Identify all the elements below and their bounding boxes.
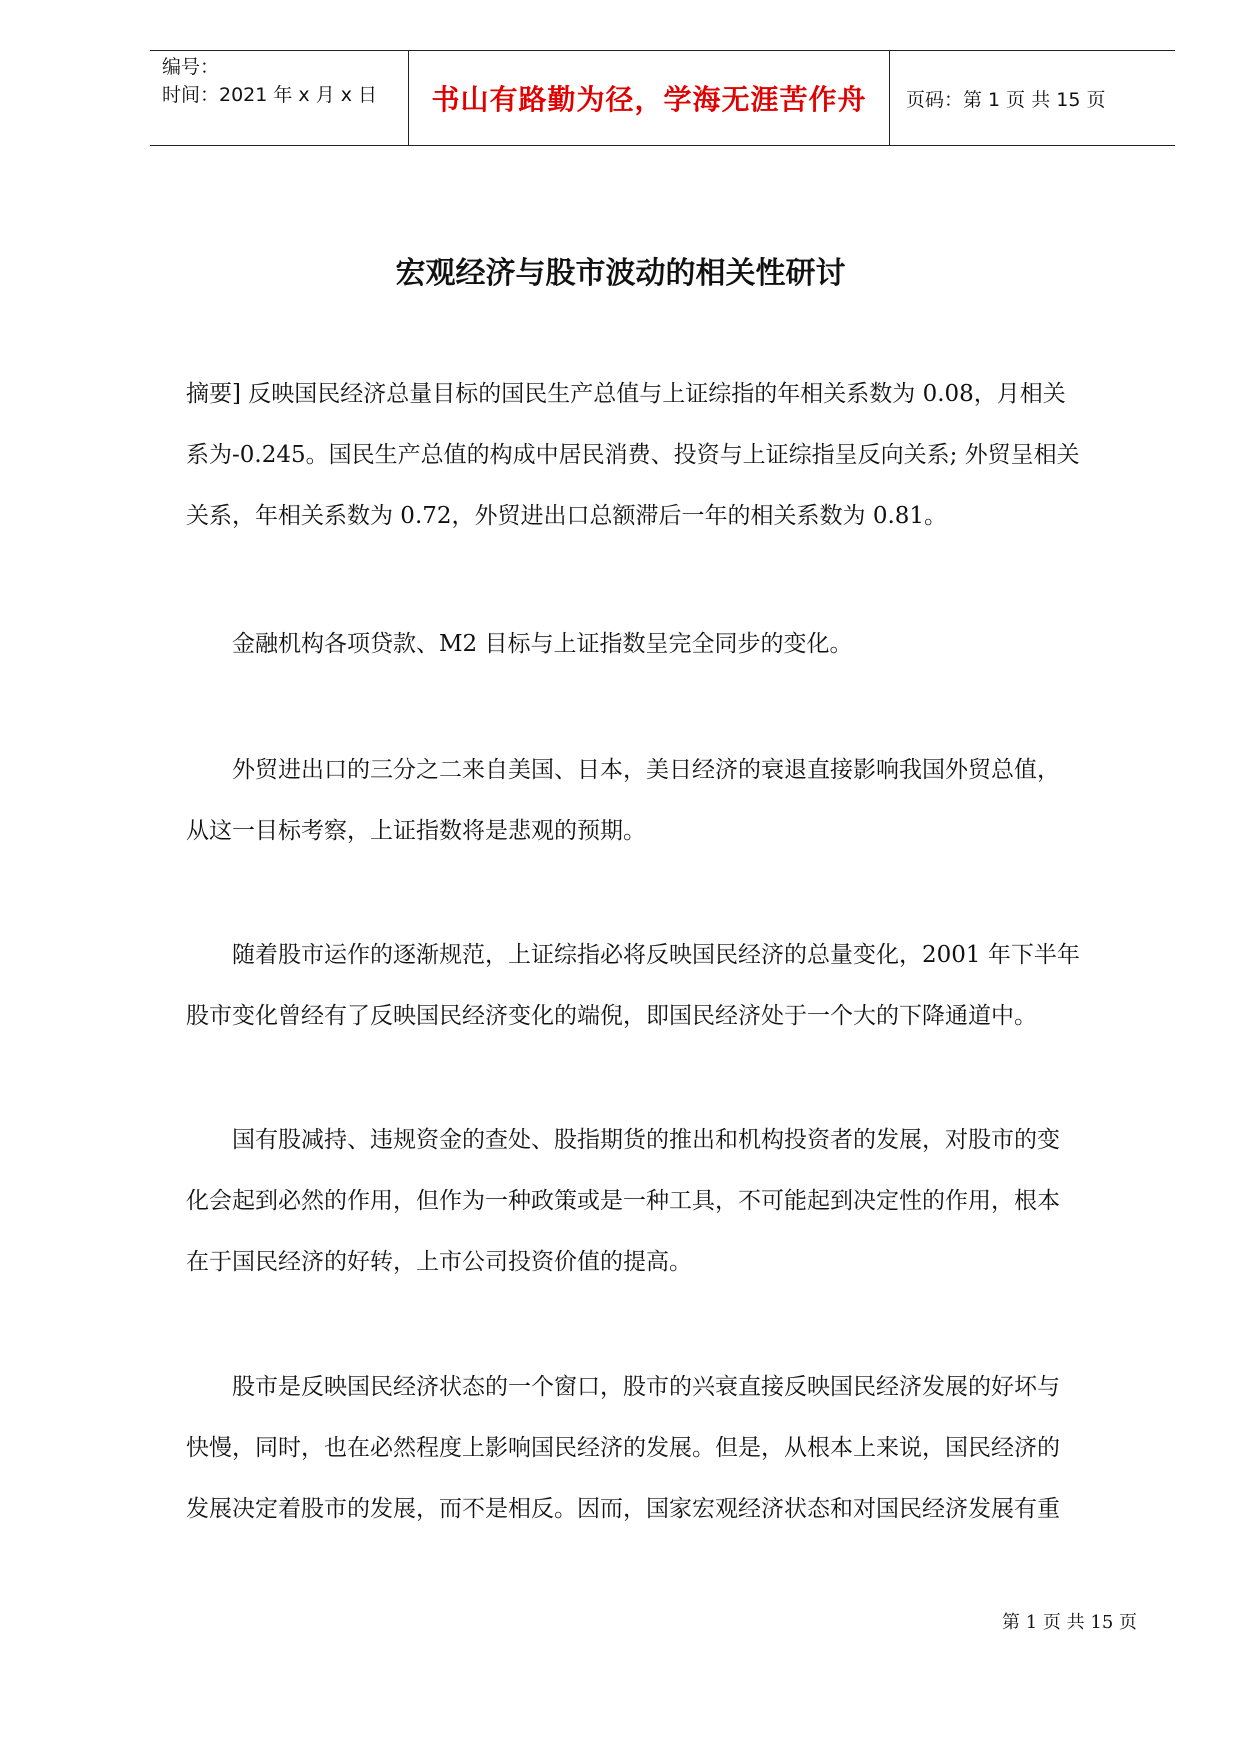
paragraph-line: 在于国民经济的好转，上市公司投资价值的提高。 — [186, 1249, 692, 1275]
page-header — [150, 50, 1175, 146]
paragraph-4 — [186, 925, 1141, 1047]
paragraph-line: 外贸进出口的三分之二来自美国、日本，美日经济的衰退直接影响我国外贸总值， — [186, 757, 1060, 783]
page-footer: 第 1 页 共 15 页 — [1002, 1612, 1137, 1633]
document-title: 宏观经济与股市波动的相关性研讨 — [395, 256, 846, 291]
paragraph-6 — [186, 1357, 1141, 1540]
paragraph-2 — [186, 614, 1141, 675]
header-page-info: 页码：第 1 页 共 15 页 — [906, 88, 1106, 111]
paragraph-line: 快慢，同时，也在必然程度上影响国民经济的发展。但是，从根本上来说，国民经济的 — [186, 1435, 1060, 1461]
header-motto: 书山有路勤为径，学海无涯苦作舟 — [431, 83, 867, 116]
paragraph-abstract — [186, 364, 1141, 547]
paragraph-line: 股市是反映国民经济状态的一个窗口，股市的兴衰直接反映国民经济发展的好坏与 — [186, 1374, 1060, 1400]
paragraph-line: 化会起到必然的作用，但作为一种政策或是一种工具，不可能起到决定性的作用，根本 — [186, 1188, 1060, 1214]
header-left-cell — [150, 51, 420, 145]
paragraph-5 — [186, 1110, 1141, 1293]
paragraph-line: 国有股减持、违规资金的查处、股指期货的推出和机构投资者的发展，对股市的变 — [186, 1127, 1060, 1153]
document-number-label: 编号： — [162, 56, 220, 78]
header-center-cell — [408, 51, 890, 145]
document-time-label: 时间：2021 年 x 月 x 日 — [162, 84, 378, 106]
paragraph-line: 摘要] 反映国民经济总量目标的国民生产总值与上证综指的年相关系数为 0.08，月相关 — [186, 381, 1066, 407]
paragraph-line: 系为-0.245。国民生产总值的构成中居民消费、投资与上证综指呈反向关系; 外贸呈相关 — [186, 442, 1080, 468]
paragraph-3 — [186, 740, 1141, 862]
header-right-cell — [890, 51, 1175, 145]
paragraph-line: 股市变化曾经有了反映国民经济变化的端倪，即国民经济处于一个大的下降通道中。 — [186, 1003, 1037, 1029]
paragraph-line: 关系，年相关系数为 0.72，外贸进出口总额滞后一年的相关系数为 0.81。 — [186, 503, 948, 529]
paragraph-line: 随着股市运作的逐渐规范，上证综指必将反映国民经济的总量变化，2001 年下半年 — [186, 942, 1080, 968]
paragraph-line: 发展决定着股市的发展，而不是相反。因而，国家宏观经济状态和对国民经济发展有重 — [186, 1496, 1060, 1522]
paragraph-line: 从这一目标考察，上证指数将是悲观的预期。 — [186, 818, 646, 844]
paragraph-line: 金融机构各项贷款、M2 目标与上证指数呈完全同步的变化。 — [186, 631, 853, 657]
